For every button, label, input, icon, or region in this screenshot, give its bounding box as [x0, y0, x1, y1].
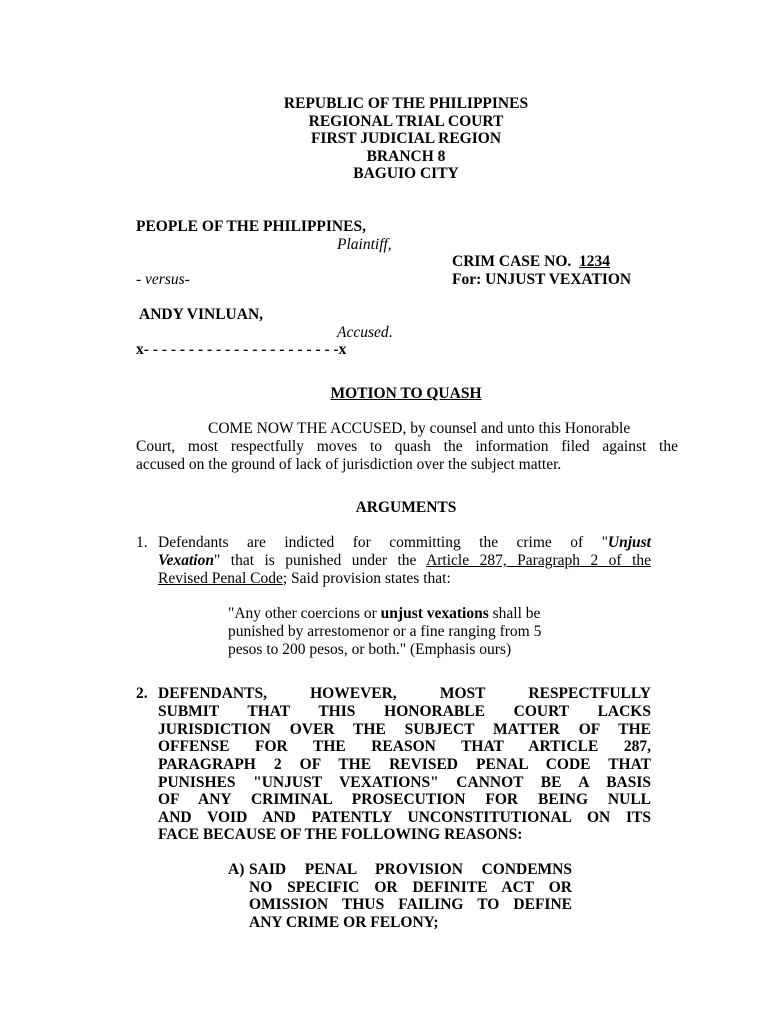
plaintiff-role: Plaintiff,	[337, 236, 392, 253]
sub-argument-a-line-4: ANY CRIME OR FELONY;	[249, 914, 439, 931]
argument-2-line-9: FACE BECAUSE OF THE FOLLOWING REASONS:	[158, 826, 523, 843]
accused-name: ANDY VINLUAN,	[139, 306, 264, 323]
intro-line-1: COME NOW THE ACCUSED, by counsel and unto this Honorable	[208, 420, 631, 437]
sub-argument-a-line-2: NO SPECIFIC OR DEFINITE ACT OR	[249, 879, 572, 896]
intro-line-2: Court, most respectfully moves to quash the information filed against the	[136, 438, 678, 455]
argument-2-line-7: OF ANY CRIMINAL PROSECUTION FOR BEING NULL	[158, 791, 651, 808]
header-line-branch: BRANCH 8	[366, 147, 446, 165]
versus-label: - versus-	[136, 271, 190, 288]
sub-argument-a-line-3: OMISSION THUS FAILING TO DEFINE	[249, 896, 572, 913]
code-reference: Revised Penal Code	[158, 570, 283, 587]
argument-2-line-2: SUBMIT THAT THIS HONORABLE COURT LACKS	[158, 703, 651, 720]
arguments-heading: ARGUMENTS	[355, 499, 457, 516]
court-header	[0, 95, 768, 183]
quote-line-1: "Any other coercions or unjust vexations shall be	[228, 605, 541, 622]
article-reference: Article 287, Paragraph 2 of the	[426, 552, 652, 569]
offense-label: For: UNJUST VEXATION	[452, 271, 632, 288]
argument-2-line-4: OFFENSE FOR THE REASON THAT ARTICLE 287,	[158, 738, 651, 755]
header-line-court: REGIONAL TRIAL COURT	[308, 112, 504, 130]
argument-1-line-1: Defendants are indicted for committing the crime of "Unjust	[158, 534, 651, 551]
quote-line-2: punished by arrestomenor or a fine ranging from 5	[228, 623, 542, 640]
argument-2-line-3: JURISDICTION OVER THE SUBJECT MATTER OF THE	[158, 721, 651, 738]
case-number-value: 1234	[579, 253, 611, 270]
argument-1-number: 1.	[136, 534, 148, 551]
header-line-region: FIRST JUDICIAL REGION	[310, 130, 502, 147]
header-line-city: BAGUIO CITY	[353, 165, 459, 182]
caption-separator: x- - - - - - - - - - - - - - - - - - - - - -x	[136, 341, 347, 358]
argument-2-line-8: AND VOID AND PATENTLY UNCONSTITUTIONAL ON ITS	[158, 809, 651, 826]
header-line-republic: REPUBLIC OF THE PHILIPPINES	[283, 95, 529, 112]
sub-argument-a-label: A)	[228, 861, 245, 878]
argument-2-number: 2.	[136, 685, 148, 702]
argument-2-line-6: PUNISHES "UNJUST VEXATIONS" CANNOT BE A BASIS	[158, 774, 651, 791]
quote-line-3: pesos to 200 pesos, or both." (Emphasis ours)	[228, 641, 512, 658]
argument-1-line-2: Vexation" that is punished under the Article 287, Paragraph 2 of the	[158, 552, 652, 569]
argument-2-line-5: PARAGRAPH 2 OF THE REVISED PENAL CODE THAT	[158, 756, 651, 773]
case-number	[452, 253, 610, 271]
case-number-label: CRIM CASE NO.	[452, 253, 572, 270]
intro-line-3: accused on the ground of lack of jurisdiction over the subject matter.	[136, 456, 562, 473]
plaintiff-name: PEOPLE OF THE PHILIPPINES,	[136, 218, 366, 235]
motion-title: MOTION TO QUASH	[330, 385, 482, 402]
argument-2-line-1: DEFENDANTS, HOWEVER, MOST RESPECTFULLY	[158, 685, 651, 702]
accused-role: Accused.	[337, 324, 393, 341]
argument-1-line-3: Revised Penal Code; Said provision states that:	[158, 570, 451, 587]
sub-argument-a-line-1: SAID PENAL PROVISION CONDEMNS	[249, 861, 572, 878]
